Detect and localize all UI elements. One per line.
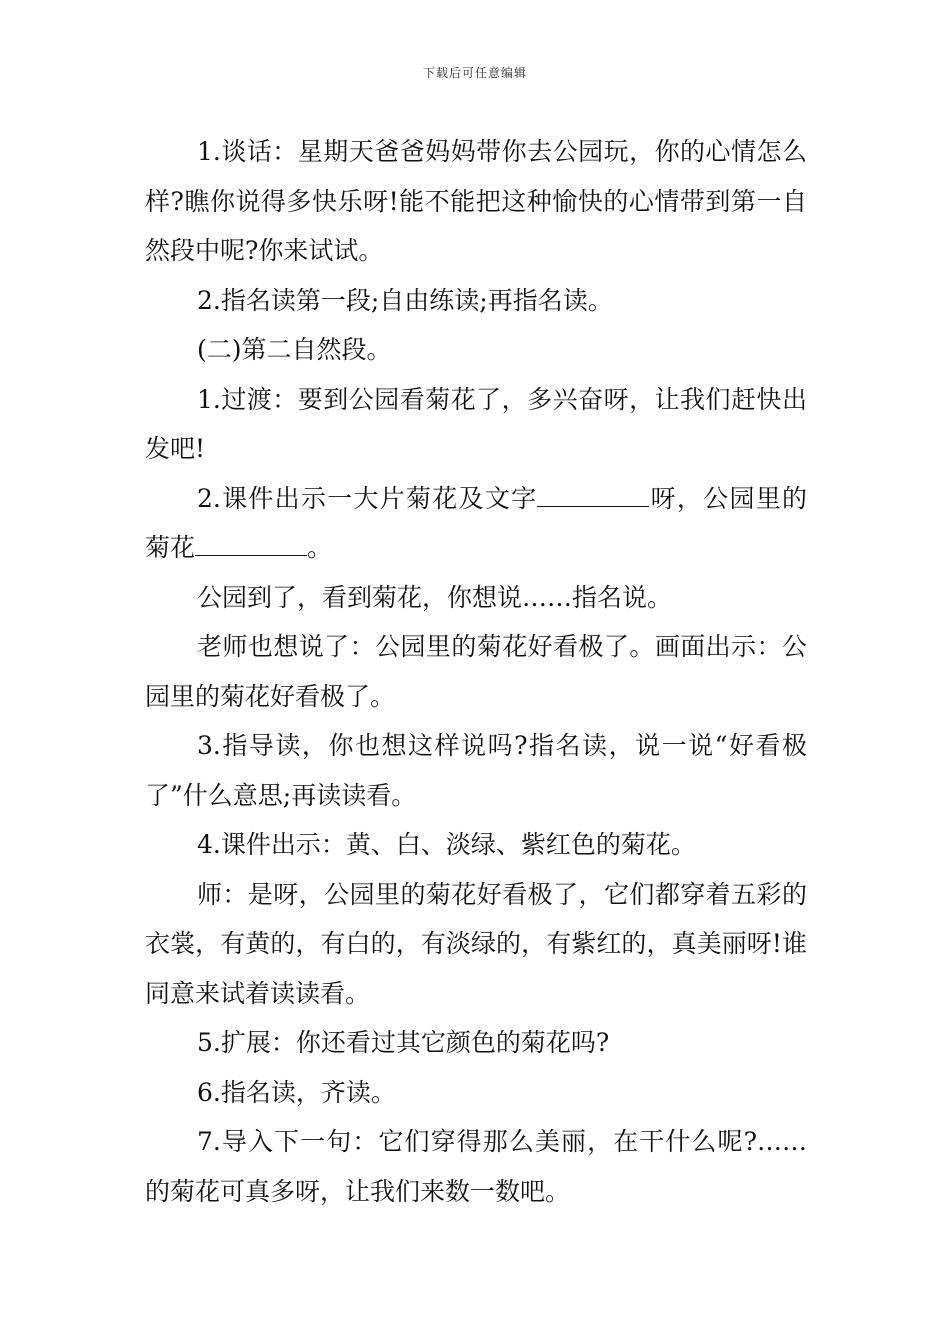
paragraph-transition: 1.过渡：要到公园看菊花了，多兴奋呀，让我们赶快出发吧! <box>145 384 807 463</box>
fill-blank-2 <box>195 533 307 556</box>
fill-text-part-2: 呀，公园里的菊花 <box>145 483 807 562</box>
fill-blank-1 <box>537 484 649 507</box>
paragraph-read-together: 6.指名读，齐读。 <box>197 1077 396 1107</box>
paragraph-read-first-section: 2.指名读第一段;自由练读;再指名读。 <box>197 285 613 315</box>
paragraph-teacher-colorful: 师：是呀，公园里的菊花好看极了，它们都穿着五彩的衣裳，有黄的，有白的，有淡绿的，有紫红的，真美丽呀!谁同意来试着读读看。 <box>145 879 807 1008</box>
paragraph-colors: 4.课件出示：黄、白、淡绿、紫红色的菊花。 <box>197 830 696 859</box>
paragraph-talk: 1.谈话：星期天爸爸妈妈带你去公园玩，你的心情怎么样?瞧你说得多快乐呀!能不能把这种愉快的心情带到第一自然段中呢?你来试试。 <box>145 137 807 265</box>
section-heading-second-paragraph: (二)第二自然段。 <box>197 335 392 364</box>
paragraph-guided-reading: 3.指导读，你也想这样说吗?指名读，说一说“好看极了”什么意思;再读读看。 <box>145 731 807 810</box>
paragraph-extension: 5.扩展：你还看过其它颜色的菊花吗? <box>197 1028 610 1057</box>
document-body <box>145 127 807 1216</box>
paragraph-lead-in: 7.导入下一句：它们穿得那么美丽，在干什么呢?……的菊花可真多呀，让我们来数一数吧。 <box>145 1127 807 1206</box>
fill-text-part-3: 。 <box>307 533 333 562</box>
paragraph-arrive-park: 公园到了，看到菊花，你想说……指名说。 <box>197 582 673 612</box>
page-header: 下载后可任意编辑 <box>422 66 527 80</box>
fill-text-part-1: 2.课件出示一大片菊花及文字 <box>197 483 538 513</box>
paragraph-courseware-fill-blank <box>145 474 807 573</box>
paragraph-teacher-says: 老师也想说了：公园里的菊花好看极了。画面出示：公园里的菊花好看极了。 <box>145 632 807 711</box>
